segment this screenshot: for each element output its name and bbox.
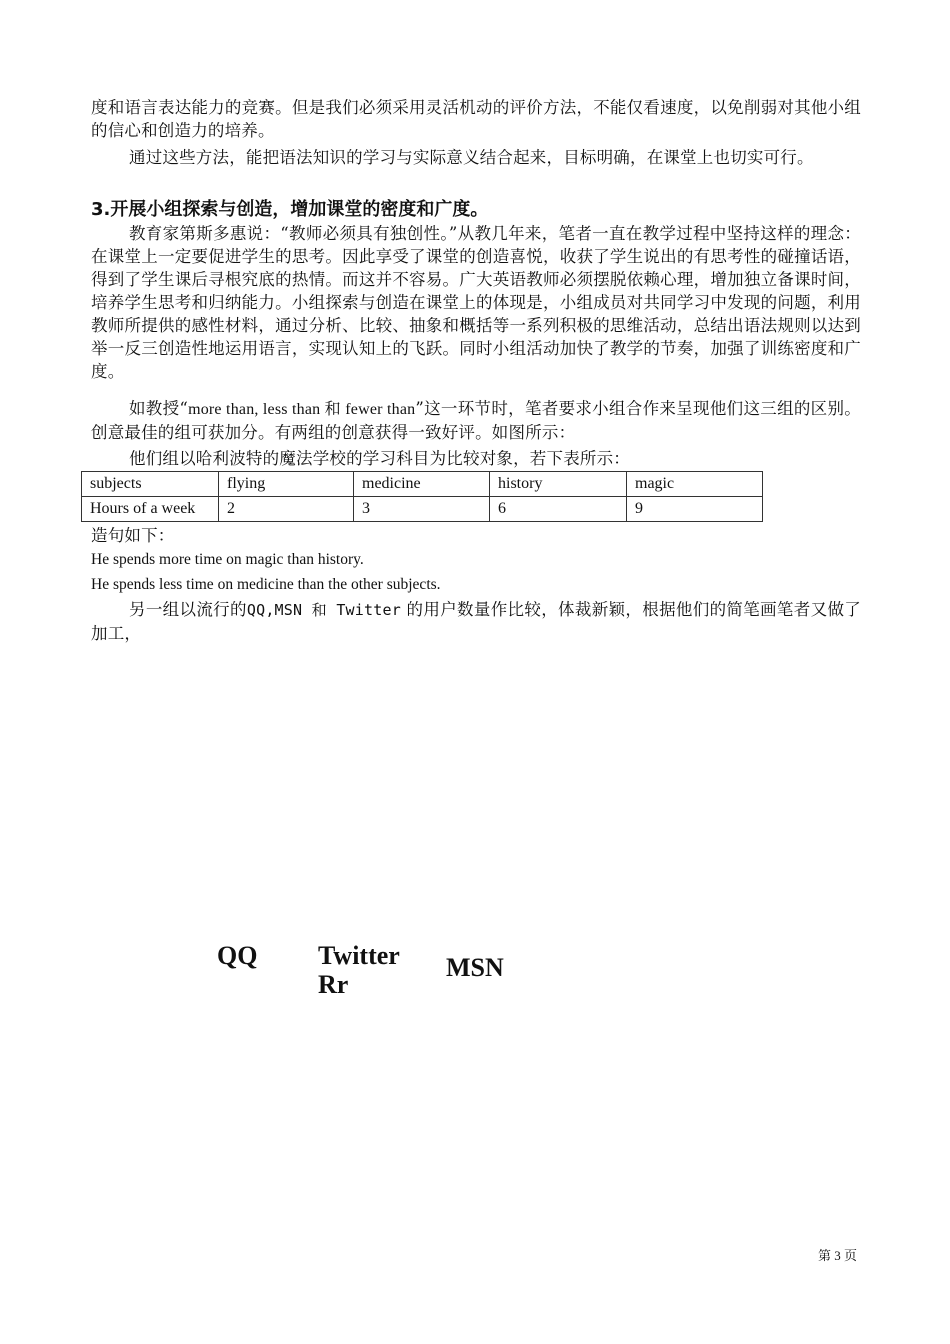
paragraph-example-intro	[91, 397, 861, 444]
p4-prefix: 如教授“	[129, 399, 189, 418]
paragraph-group-exploration: 教育家第斯多惠说：“教师必须具有独创性。”从教几年来，笔者一直在教学过程中坚持这样的理念：在课堂上一定要促进学生的思考。因此享受了课堂的创造喜悦，收获了学生说出的有思考性的碰撞话语，得到了学生课后寻根究底的热情。而这并不容易。广大英语教师必须摆脱依赖心理，增加独立备课时间，培养学生思考和归纳能力。小组探索与创造在课堂上的体现是，小组成员对共同学习中发现的问题，利用教师所提供的感性材料，通过分析、比较、抽象和概括等一系列积极的思维活动，总结出语法规则以达到举一反三创造性地运用语言，实现认知上的飞跃。同时小组活动加快了教学的节奏，加强了训练密度和广度。	[91, 224, 861, 381]
p7-app-names: QQ,MSN 和 Twitter	[246, 601, 401, 619]
p4-english-terms: more than, less than 和 fewer than	[188, 401, 416, 418]
table-cell: 6	[490, 497, 627, 522]
table-cell: history	[490, 472, 627, 497]
table-cell: Hours of a week	[82, 497, 219, 522]
p7-suffix: 的用户数量作比较，体裁新颖，根据他们的简笔画笔者又做了加工，	[91, 600, 861, 643]
paragraph-table-intro: 他们组以哈利波特的魔法学校的学习科目为比较对象，若下表所示：	[129, 449, 630, 468]
section-heading: 3.开展小组探索与创造，增加课堂的密度和广度。	[91, 199, 489, 220]
table-cell: 9	[627, 497, 763, 522]
table-cell: magic	[627, 472, 763, 497]
figure-label-twitter: Twitter	[318, 941, 400, 970]
p4-suffix: ”这一环节时，笔者要求小组合作来呈现他们这三组的区别。创意最佳的组可获加分。有两组的创意获得一致好评。如图所示：	[91, 399, 861, 442]
figure-label-twitter-sub: Rr	[318, 970, 349, 999]
table-cell: flying	[219, 472, 354, 497]
table-row	[82, 497, 763, 522]
paragraph-methods: 通过这些方法，能把语法知识的学习与实际意义结合起来，目标明确，在课堂上也切实可行。	[129, 148, 814, 167]
table-cell: medicine	[354, 472, 490, 497]
subjects-table	[81, 471, 763, 522]
paragraph-evaluation: 度和语言表达能力的竞赛。但是我们必须采用灵活机动的评价方法，不能仅看速度，以免削弱对其他小组的信心和创造力的培养。	[91, 98, 861, 140]
table-header-row	[82, 472, 763, 497]
table-cell: 3	[354, 497, 490, 522]
figure-label-qq: QQ	[217, 941, 258, 970]
page-number: 第 3 页	[818, 1248, 858, 1263]
p7-prefix: 另一组以流行的	[129, 600, 247, 619]
example-sentence-1: He spends more time on magic than history.	[91, 551, 364, 568]
table-cell: subjects	[82, 472, 219, 497]
paragraph-sentences-intro: 造句如下：	[91, 526, 175, 545]
table-cell: 2	[219, 497, 354, 522]
example-sentence-2: He spends less time on medicine than the other subjects.	[91, 576, 441, 593]
paragraph-social-comparison	[91, 598, 861, 645]
figure-label-msn: MSN	[446, 953, 504, 982]
